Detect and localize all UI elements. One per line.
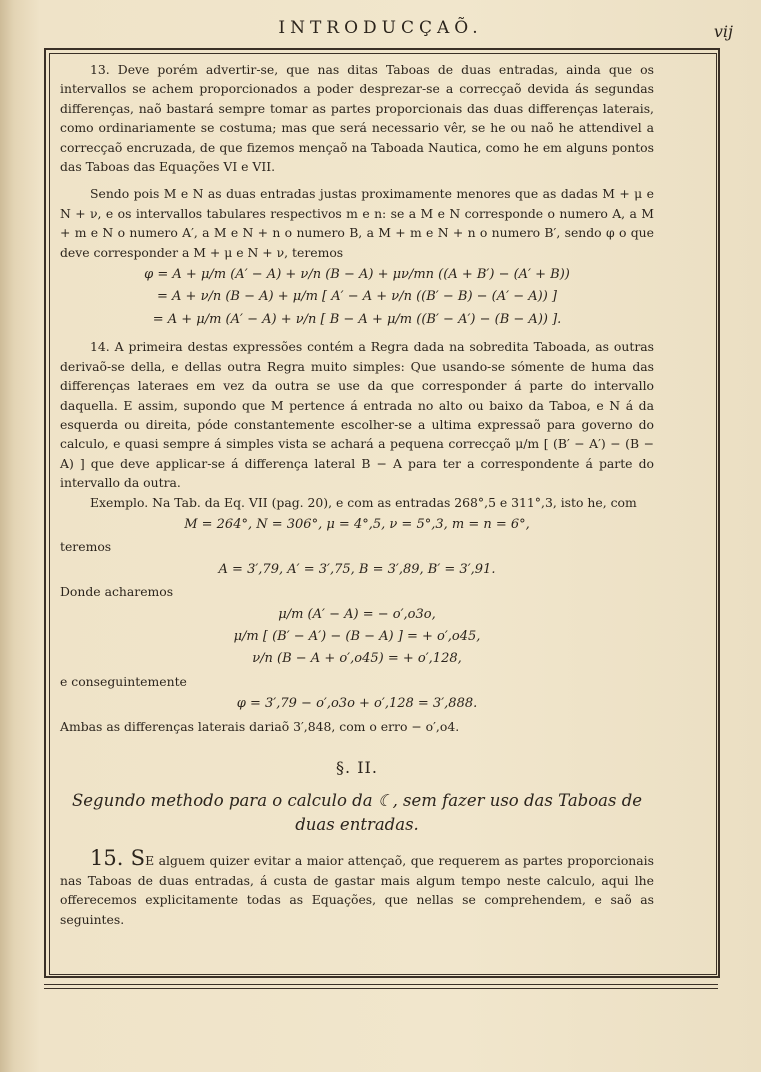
body-text bbox=[60, 60, 654, 929]
page-number: vij bbox=[713, 22, 733, 41]
equation-2: = A + ν/n (B − A) + μ/m [ A′ − A + ν/n ((B′ − B) − (A′ − A)) ] bbox=[157, 289, 557, 305]
equation-1: φ = A + μ/m (A′ − A) + ν/n (B − A) + μν/mn ((A + B′) − (A′ + B)) bbox=[144, 267, 570, 283]
calculation-2: μ/m [ (B′ − A′) − (B − A) ] = + o′,o45, bbox=[233, 628, 481, 644]
equation-3: = A + μ/m (A′ − A) + ν/n [ B − A + μ/m ((B′ − A′) − (B − A)) ]. bbox=[152, 311, 562, 327]
both-differences-line: Ambas as differenças laterais dariaõ 3′,848, com o erro − o′,o4. bbox=[60, 718, 460, 734]
paragraph-14: 14. A primeira destas expressões contém a Regra dada na sobredita Taboada, as outras derivaõ-se della, e dellas outra Regra muito simples: Que usando-se sómente de huma das differenças lateraes em vez da outra se use da que corresponder á parte do intervallo daquella. E assim, supondo que M pertence á entrada no alto ou baixo da Taboa, e N á da esquerda ou direita, póde constantemente escolher-se a ultima expressaõ para governo do calculo, e quasi sempre á simples vista se achará a pequena correcçaõ μ/m [ (B′ − A′) − (B − A) ] que deve applicar-se á differença lateral B − A para ter a correspondente á parte do intervallo da outra. bbox=[60, 339, 654, 491]
paragraph-13-continued: Sendo pois M e N as duas entradas justas proximamente menores que as dadas M + μ e N + ν, e os intervallos tabulares respectivos m e n: se a M e N corresponde o numero A, a M + m e N o numero A′, a M e N + n o numero B, a M + m e N + n o numero B′, sendo φ o que deve corresponder a M + μ e N + ν, teremos bbox=[60, 186, 654, 260]
section-number: §. II. bbox=[336, 758, 378, 777]
paragraph-15-lead: 15. S bbox=[90, 846, 146, 871]
values-equation: A = 3′,79, A′ = 3′,75, B = 3′,89, B′ = 3′,91. bbox=[218, 561, 496, 577]
paragraph-13: 13. Deve porém advertir-se, que nas ditas Taboas de duas entradas, ainda que os intervallos se achem proporcionados a poder desprezar-se a correcçaõ devida ás segundas differenças, naõ bastará sempre tomar as partes proporcionais das duas differenças laterais, como ordinariamente se costuma; mas que será necessario vêr, se he ou naõ he attendivel a correcçaõ encruzada, de que fizemos mençaõ na Taboada Nautica, como he em alguns pontos das Taboas das Equações VI e VII. bbox=[60, 62, 654, 175]
calculation-1: μ/m (A′ − A) = − o′,o3o, bbox=[278, 606, 436, 622]
bottom-rule-2 bbox=[44, 988, 718, 989]
paragraph-15-text: E alguem quizer evitar a maior attençaõ, que requerem as partes proporcionais nas Taboas de duas entradas, á custa de gastar mais algum tempo neste calculo, aqui lhe offerecemos explicitamente todas as Equações, que nellas se comprehendem, e saõ as seguintes. bbox=[60, 853, 654, 927]
teremos-label: teremos bbox=[60, 539, 112, 555]
bottom-rule bbox=[44, 984, 718, 985]
calculation-4: φ = 3′,79 − o′,o3o + o′,128 = 3′,888. bbox=[236, 696, 478, 712]
section-title: Segundo methodo para o calculo da ☾, sem fazer uso das Taboas de duas entradas. bbox=[71, 791, 643, 835]
consequently-label: e conseguintemente bbox=[60, 673, 187, 689]
calculation-3: ν/n (B − A + o′,o45) = + o′,128, bbox=[252, 651, 462, 667]
example-line: Exemplo. Na Tab. da Eq. VII (pag. 20), e com as entradas 268°,5 e 311°,3, isto he, com bbox=[90, 494, 637, 510]
paragraph-15 bbox=[60, 846, 654, 929]
running-head: INTRODUCÇAÕ. bbox=[278, 18, 483, 38]
donde-label: Donde acharemos bbox=[60, 584, 174, 600]
example-values: M = 264°, N = 306°, μ = 4°,5, ν = 5°,3, m = n = 6°, bbox=[184, 516, 530, 532]
